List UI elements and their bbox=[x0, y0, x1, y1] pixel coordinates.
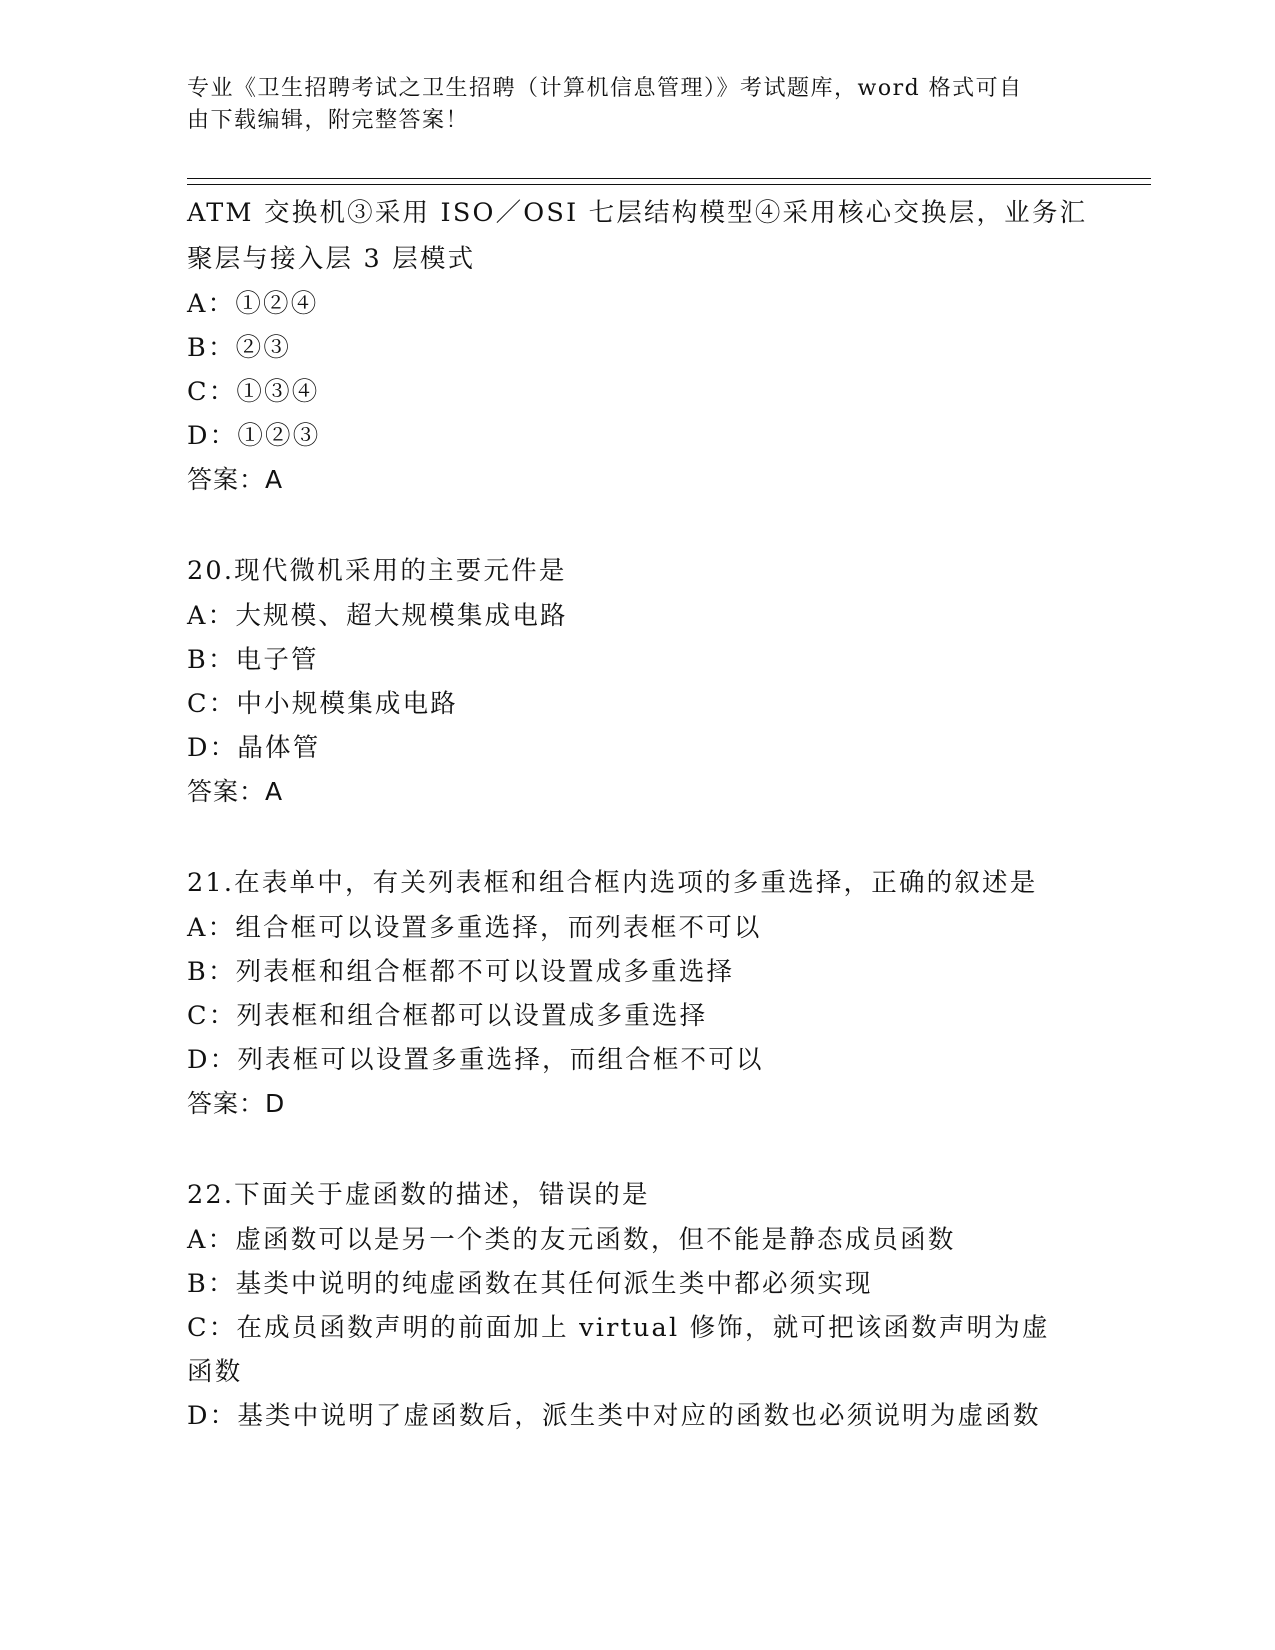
option-b: B：基类中说明的纯虚函数在其任何派生类中都必须实现 bbox=[187, 1269, 873, 1299]
header-line-1: 专业《卫生招聘考试之卫生招聘（计算机信息管理）》考试题库，word 格式可自 bbox=[187, 76, 1023, 101]
option-d: D：晶体管 bbox=[187, 733, 321, 763]
question-list bbox=[187, 190, 1087, 1438]
option-c-continued: 函数 bbox=[187, 1357, 243, 1387]
header-divider-top bbox=[187, 178, 1151, 179]
question-stem-line: ATM 交换机③采用 ISO／OSI 七层结构模型④采用核心交换层，业务汇 bbox=[187, 198, 1088, 228]
document-header bbox=[187, 73, 1067, 137]
option-d: D：基类中说明了虚函数后，派生类中对应的函数也必须说明为虚函数 bbox=[187, 1401, 1041, 1431]
answer-line: 答案：A bbox=[187, 465, 284, 494]
answer-line: 答案：D bbox=[187, 1089, 286, 1118]
question-block-21 bbox=[187, 860, 1087, 1126]
option-d: D：①②③ bbox=[187, 421, 321, 451]
option-a: A：①②④ bbox=[187, 289, 319, 319]
question-stem: 21.在表单中，有关列表框和组合框内选项的多重选择，正确的叙述是 bbox=[187, 868, 1038, 898]
answer-line: 答案：A bbox=[187, 777, 284, 806]
option-c: C：①③④ bbox=[187, 377, 320, 407]
option-a: A：组合框可以设置多重选择，而列表框不可以 bbox=[187, 913, 762, 943]
question-block-20 bbox=[187, 548, 1087, 814]
option-c: C：在成员函数声明的前面加上 virtual 修饰，就可把该函数声明为虚 bbox=[187, 1313, 1050, 1343]
question-stem: 20.现代微机采用的主要元件是 bbox=[187, 556, 567, 586]
option-b: B：电子管 bbox=[187, 645, 319, 675]
option-d: D：列表框可以设置多重选择，而组合框不可以 bbox=[187, 1045, 764, 1075]
option-c: C：列表框和组合框都可以设置成多重选择 bbox=[187, 1001, 708, 1031]
option-a: A：虚函数可以是另一个类的友元函数，但不能是静态成员函数 bbox=[187, 1225, 956, 1255]
option-b: B：②③ bbox=[187, 333, 292, 363]
question-block-22 bbox=[187, 1172, 1087, 1438]
option-b: B：列表框和组合框都不可以设置成多重选择 bbox=[187, 957, 735, 987]
header-line-2: 由下载编辑，附完整答案！ bbox=[187, 108, 470, 133]
question-block-19 bbox=[187, 190, 1087, 502]
question-stem: 22.下面关于虚函数的描述，错误的是 bbox=[187, 1180, 650, 1210]
header-divider-bottom bbox=[187, 184, 1151, 185]
option-c: C：中小规模集成电路 bbox=[187, 689, 459, 719]
option-a: A：大规模、超大规模集成电路 bbox=[187, 601, 568, 631]
question-stem-line: 聚层与接入层 3 层模式 bbox=[187, 244, 476, 274]
